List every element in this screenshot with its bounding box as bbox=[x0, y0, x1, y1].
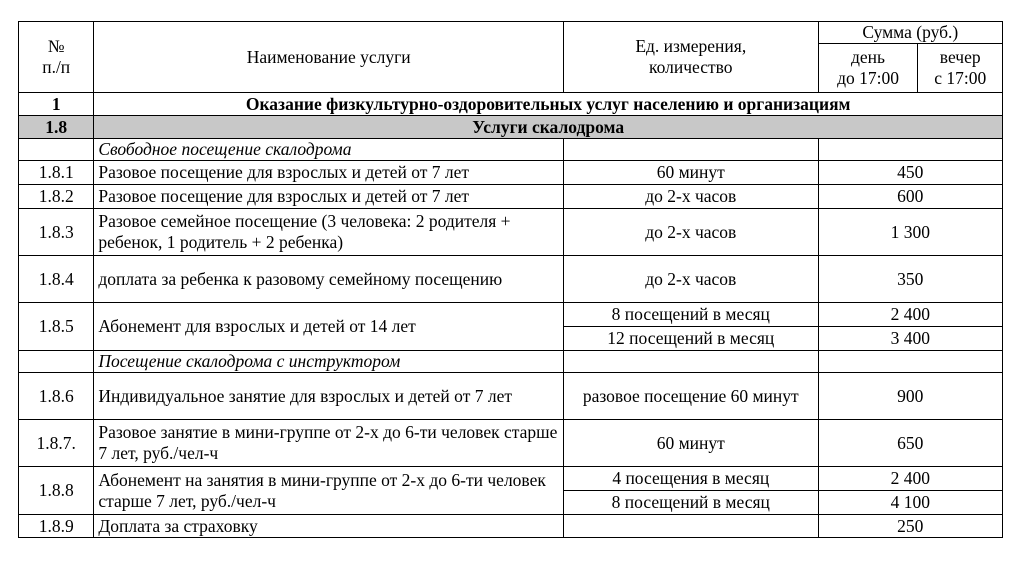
row-price: 450 bbox=[818, 161, 1002, 185]
row-price: 4 100 bbox=[818, 491, 1002, 515]
header-evening: вечер с 17:00 bbox=[918, 44, 1003, 93]
row-price: 250 bbox=[818, 515, 1002, 538]
subsection-number: 1.8 bbox=[19, 116, 94, 139]
row-number: 1.8.9 bbox=[19, 515, 94, 538]
row-price: 350 bbox=[818, 256, 1002, 303]
row-unit bbox=[563, 515, 818, 538]
subsection-row bbox=[19, 116, 1003, 139]
subsection-title: Услуги скалодрома bbox=[94, 116, 1003, 139]
table-header-row bbox=[19, 22, 1003, 44]
header-number: № п./п bbox=[19, 22, 94, 93]
row-number: 1.8.2 bbox=[19, 185, 94, 209]
row-unit: 8 посещений в месяц bbox=[563, 303, 818, 327]
row-number: 1.8.4 bbox=[19, 256, 94, 303]
row-name: Индивидуальное занятие для взрослых и детей от 7 лет bbox=[94, 373, 564, 420]
header-unit: Ед. измерения, количество bbox=[563, 22, 818, 93]
row-unit: 60 минут bbox=[563, 420, 818, 467]
row-price: 2 400 bbox=[818, 467, 1002, 491]
row-price: 3 400 bbox=[818, 327, 1002, 351]
row-name: Абонемент для взрослых и детей от 14 лет bbox=[94, 303, 564, 351]
table-row bbox=[19, 467, 1003, 491]
row-unit: до 2-х часов bbox=[563, 209, 818, 256]
group-row bbox=[19, 139, 1003, 161]
header-sum: Сумма (руб.) bbox=[818, 22, 1002, 44]
row-unit: 4 посещения в месяц bbox=[563, 467, 818, 491]
table-row bbox=[19, 373, 1003, 420]
row-name: доплата за ребенка к разовому семейному посещению bbox=[94, 256, 564, 303]
section-number: 1 bbox=[19, 93, 94, 116]
table-row bbox=[19, 209, 1003, 256]
row-price: 900 bbox=[818, 373, 1002, 420]
row-unit: 12 посещений в месяц bbox=[563, 327, 818, 351]
header-day: день до 17:00 bbox=[818, 44, 918, 93]
row-unit: до 2-х часов bbox=[563, 185, 818, 209]
header-service-name: Наименование услуги bbox=[94, 22, 564, 93]
table-row bbox=[19, 303, 1003, 327]
group-title: Свободное посещение скалодрома bbox=[94, 139, 564, 161]
table-row bbox=[19, 185, 1003, 209]
row-price: 600 bbox=[818, 185, 1002, 209]
table-row bbox=[19, 256, 1003, 303]
row-number: 1.8.8 bbox=[19, 467, 94, 515]
table-row bbox=[19, 420, 1003, 467]
row-number: 1.8.6 bbox=[19, 373, 94, 420]
row-number: 1.8.5 bbox=[19, 303, 94, 351]
row-price: 650 bbox=[818, 420, 1002, 467]
row-unit: 8 посещений в месяц bbox=[563, 491, 818, 515]
row-number: 1.8.7. bbox=[19, 420, 94, 467]
row-unit: до 2-х часов bbox=[563, 256, 818, 303]
row-name: Разовое посещение для взрослых и детей от 7 лет bbox=[94, 185, 564, 209]
row-unit: разовое посещение 60 минут bbox=[563, 373, 818, 420]
row-name: Разовое занятие в мини-группе от 2-х до 6-ти человек старше 7 лет, руб./чел-ч bbox=[94, 420, 564, 467]
row-price: 2 400 bbox=[818, 303, 1002, 327]
group-title: Посещение скалодрома с инструктором bbox=[94, 351, 564, 373]
row-name: Абонемент на занятия в мини-группе от 2-х до 6-ти человек старше 7 лет, руб./чел-ч bbox=[94, 467, 564, 515]
row-name: Разовое семейное посещение (3 человека: 2 родителя + ребенок, 1 родитель + 2 ребенка) bbox=[94, 209, 564, 256]
row-price: 1 300 bbox=[818, 209, 1002, 256]
row-name: Доплата за страховку bbox=[94, 515, 564, 538]
section-row bbox=[19, 93, 1003, 116]
table-row bbox=[19, 161, 1003, 185]
group-row bbox=[19, 351, 1003, 373]
row-number: 1.8.1 bbox=[19, 161, 94, 185]
row-unit: 60 минут bbox=[563, 161, 818, 185]
row-number: 1.8.3 bbox=[19, 209, 94, 256]
table-row bbox=[19, 515, 1003, 538]
section-title: Оказание физкультурно-оздоровительных услуг населению и организациям bbox=[94, 93, 1003, 116]
row-name: Разовое посещение для взрослых и детей от 7 лет bbox=[94, 161, 564, 185]
price-table bbox=[18, 21, 1003, 538]
